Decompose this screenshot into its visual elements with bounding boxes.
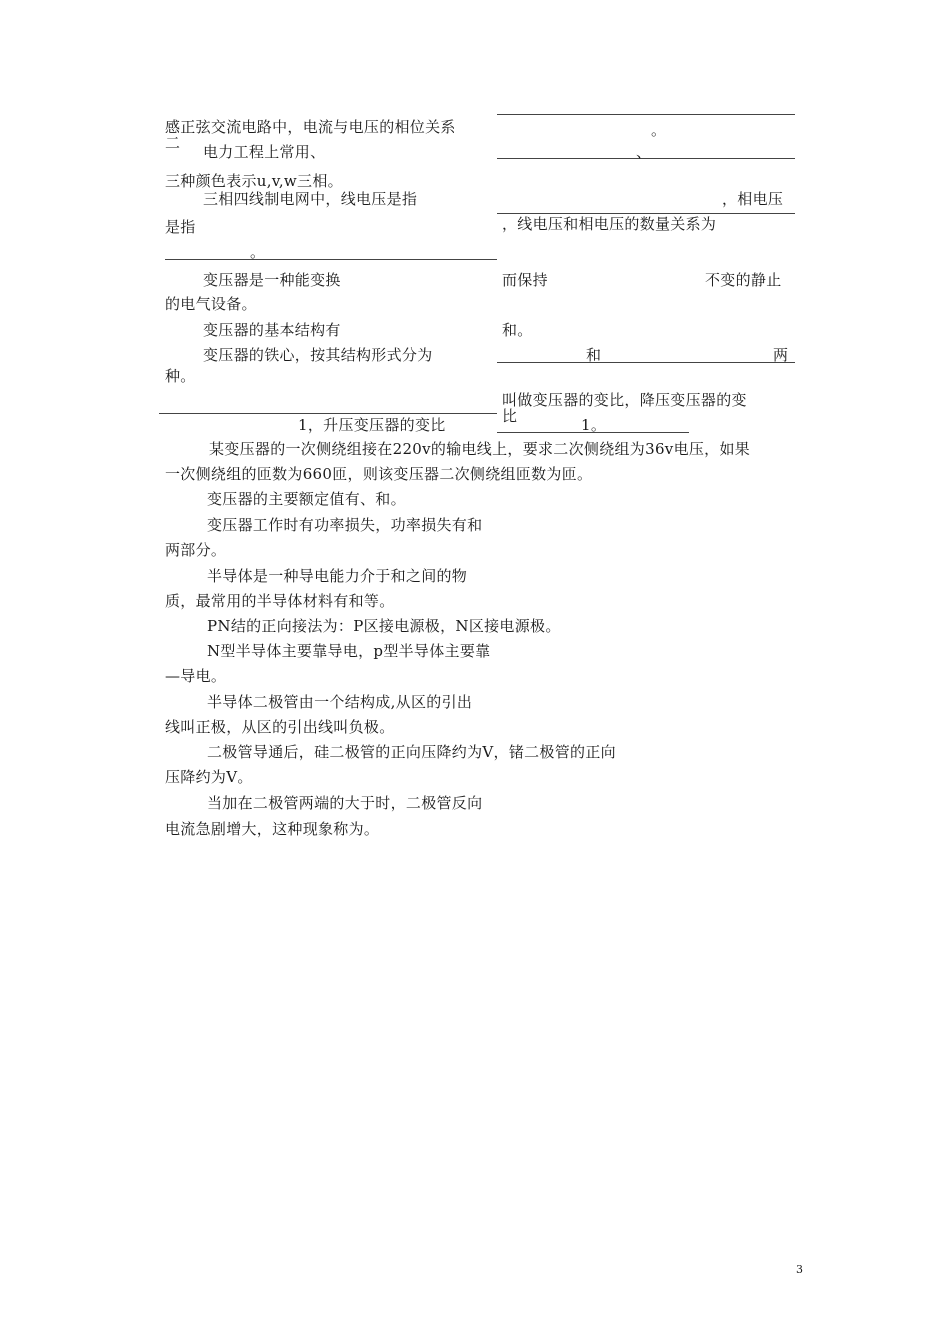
text-line: ，线电压和相电压的数量关系为: [502, 215, 717, 233]
text-line: 两部分。: [165, 541, 227, 559]
text-line: 的电气设备。: [165, 295, 257, 313]
text-line: 和: [586, 346, 602, 364]
text-line: 和。: [502, 321, 533, 339]
text-line: 二: [165, 134, 181, 152]
text-line: 压降约为V。: [165, 768, 253, 786]
blank-line: [497, 362, 795, 363]
text-line: 当加在二极管两端的大于时，二极管反向: [207, 794, 483, 812]
text-line: ，相电压: [722, 190, 784, 208]
text-line: 线叫正极，从区的引出线叫负极。: [165, 718, 395, 736]
text-line: 是指: [165, 218, 196, 236]
text-line: 。: [250, 243, 266, 261]
text-line: 质，最常用的半导体材料有和等。: [165, 592, 395, 610]
text-line: 三种颜色表示u,v,w三相。: [165, 172, 343, 190]
text-line: 1。: [581, 416, 607, 434]
text-line: 二极管导通后，硅二极管的正向压降约为V，锗二极管的正向: [207, 743, 616, 761]
text-line: —导电。: [165, 667, 227, 685]
text-line: 种。: [165, 367, 196, 385]
text-line: 变压器的基本结构有: [203, 321, 341, 339]
text-line: 感正弦交流电路中，电流与电压的相位关系: [165, 118, 456, 136]
page-number: 3: [796, 1263, 803, 1276]
text-line: 变压器的主要额定值有、和。: [207, 490, 406, 508]
blank-line: [159, 413, 497, 414]
text-line: 电力工程上常用、: [203, 143, 326, 161]
text-line: 两: [773, 346, 789, 364]
text-line: 。: [651, 121, 667, 139]
text-line: 半导体是一种导电能力介于和之间的物: [207, 567, 468, 585]
text-line: 不变的静止: [705, 271, 782, 289]
blank-line: [497, 114, 795, 115]
text-line: 比: [502, 407, 518, 425]
text-line: 三相四线制电网中，线电压是指: [203, 190, 418, 208]
text-line: 变压器工作时有功率损失，功率损失有和: [207, 516, 483, 534]
text-line: 、: [636, 143, 652, 161]
blank-line: [165, 259, 497, 260]
text-line: 1，升压变压器的变比: [298, 416, 446, 434]
text-line: 电流急剧增大，这种现象称为。: [165, 820, 380, 838]
text-line: 变压器是一种能变换: [203, 271, 341, 289]
text-line: 叫做变压器的变比，降压变压器的变: [502, 391, 747, 409]
text-line: 而保持: [502, 271, 548, 289]
text-line: 半导体二极管由一个结构成,从区的引出: [207, 693, 473, 711]
text-line: 一次侧绕组的匝数为660匝，则该变压器二次侧绕组匝数为匝。: [165, 465, 593, 483]
text-line: PN结的正向接法为：P区接电源极，N区接电源极。: [207, 617, 561, 635]
text-line: N型半导体主要靠导电，p型半导体主要靠: [207, 642, 491, 660]
text-line: 变压器的铁心，按其结构形式分为: [203, 346, 433, 364]
blank-line: [497, 213, 795, 214]
text-line: 某变压器的一次侧绕组接在220v的输电线上，要求二次侧绕组为36v电压，如果: [209, 440, 751, 458]
